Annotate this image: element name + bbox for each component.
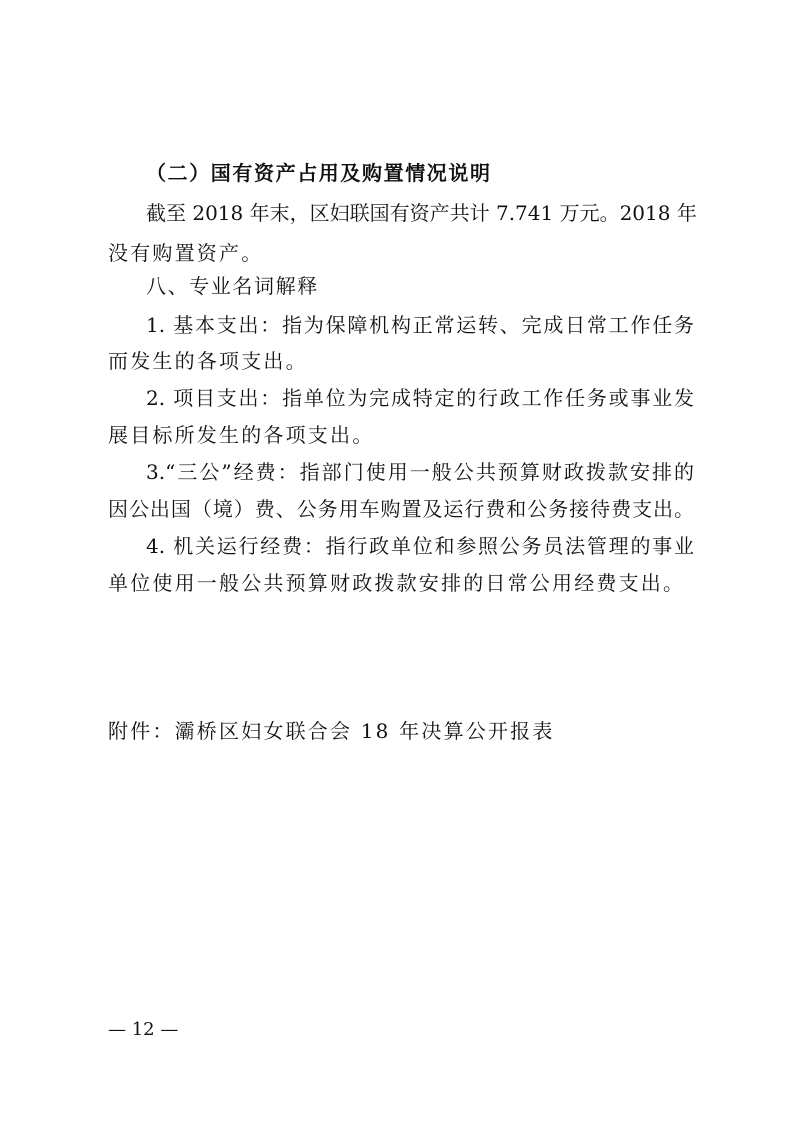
page-number: — 12 —: [108, 1019, 179, 1040]
term-operation-expenses-line-1: 4. 机关运行经费：指行政单位和参照公务员法管理的事业: [146, 534, 694, 558]
assets-paragraph-line-2: 没有购置资产。: [108, 241, 264, 265]
section-heading-terms: 八、专业名词解释: [146, 274, 319, 298]
attachment-note: 附件：灞桥区妇女联合会 18 年决算公开报表: [108, 719, 555, 743]
term-operation-expenses-line-2: 单位使用一般公共预算财政拨款安排的日常公用经费支出。: [108, 571, 686, 595]
term-project-expenditure-line-1: 2. 项目支出：指单位为完成特定的行政工作任务或事业发: [146, 386, 694, 410]
assets-paragraph-line-1: 截至 2018 年末，区妇联国有资产共计 7.741 万元。2018 年: [146, 201, 697, 225]
term-basic-expenditure-line-1: 1. 基本支出：指为保障机构正常运转、完成日常工作任务: [146, 313, 694, 337]
term-basic-expenditure-line-2: 而发生的各项支出。: [108, 349, 308, 373]
term-three-public-line-2: 因公出国（境）费、公务用车购置及运行费和公务接待费支出。: [108, 497, 694, 521]
section-heading-state-assets: （二）国有资产占用及购置情况说明: [146, 161, 492, 185]
term-three-public-line-1: 3.“三公”经费：指部门使用一般公共预算财政拨款安排的: [146, 460, 694, 484]
term-project-expenditure-line-2: 展目标所发生的各项支出。: [108, 423, 375, 447]
